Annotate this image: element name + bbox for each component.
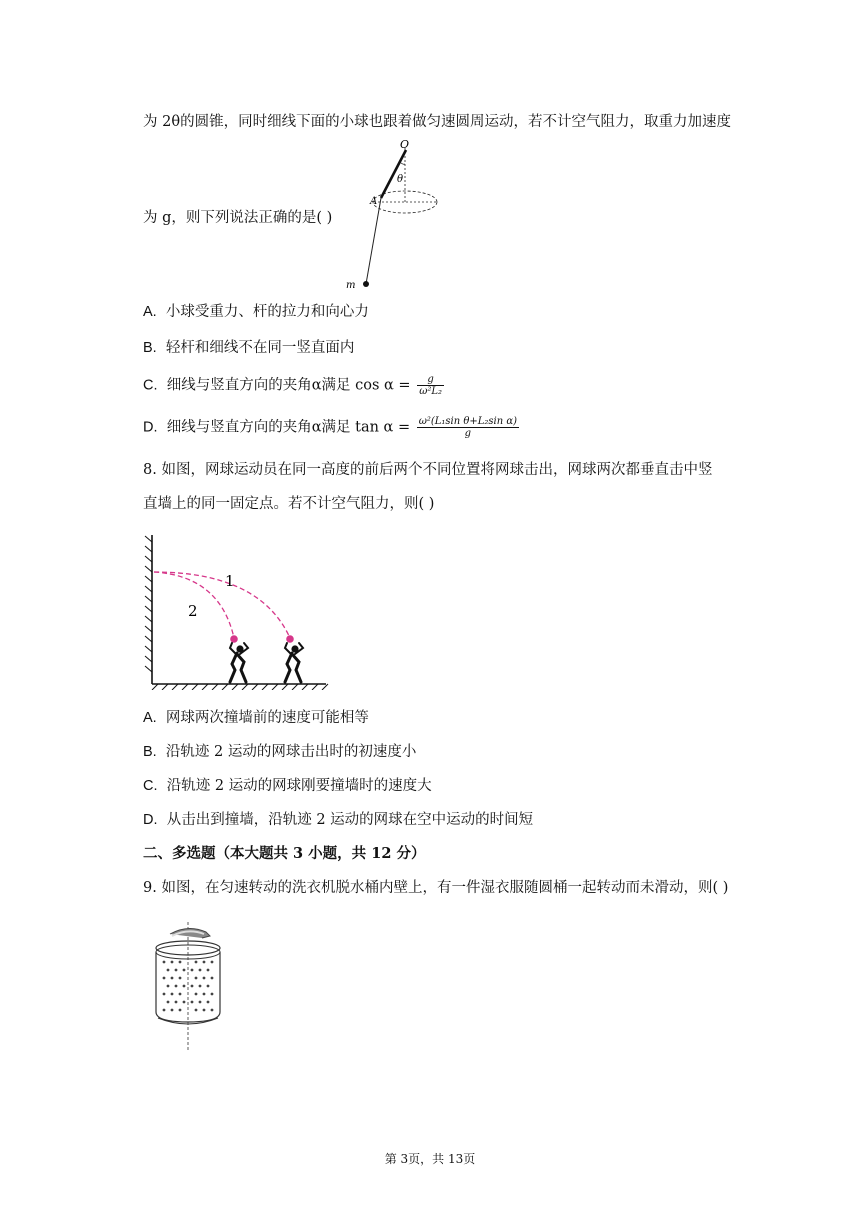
label-path-1: 1 bbox=[225, 572, 235, 590]
q7-option-d: D. 细线与竖直方向的夹角α满足 tan α = $\frac{\text{ω²(L₁sin θ+L₂sin α)}}{g}$ bbox=[143, 416, 518, 439]
label-O: O bbox=[400, 138, 410, 151]
q7-option-b: B. 轻杆和细线不在同一竖直面内 bbox=[143, 340, 355, 356]
fraction-d: $\frac{\text{ω²(L₁sin θ+L₂sin α)}}{g}$ bbox=[418, 416, 518, 439]
q7-option-c: C. 细线与竖直方向的夹角α满足 cos α = $\frac{g}{\text{ω²L₂}}$ bbox=[143, 374, 442, 397]
q8-option-a: A. 网球两次撞墙前的速度可能相等 bbox=[143, 710, 369, 726]
label-m: m bbox=[346, 280, 356, 288]
player-near-icon bbox=[230, 643, 248, 682]
ball-1 bbox=[286, 635, 294, 643]
ball-2 bbox=[230, 635, 238, 643]
q9-figure-washer-drum bbox=[148, 922, 238, 1052]
trajectory-1 bbox=[154, 572, 290, 638]
section-heading-multiple-choice: 二、多选题（本大题共 3 小题，共 12 分） bbox=[143, 845, 426, 862]
label-path-2: 2 bbox=[188, 602, 198, 620]
page-footer: 第 3页，共 13页 bbox=[384, 1152, 476, 1166]
q7-option-a: A. 小球受重力、杆的拉力和向心力 bbox=[143, 304, 369, 320]
q8-stem-line2: 直墙上的同一固定点。若不计空气阻力，则( ) bbox=[143, 496, 435, 512]
player-far-icon bbox=[285, 643, 303, 682]
q8-figure-tennis-wall bbox=[140, 530, 330, 690]
q8-option-d: D. 从击出到撞墙，沿轨迹 2 运动的网球在空中运动的时间短 bbox=[143, 812, 534, 828]
q8-stem-line1: 8. 如图，网球运动员在同一高度的前后两个不同位置将网球击出，网球两次都垂直击中竖 bbox=[143, 462, 713, 478]
fraction-c: $\frac{g}{\text{ω²L₂}}$ bbox=[419, 374, 442, 397]
q9-stem-line1: 9. 如图，在匀速转动的洗衣机脱水桶内壁上，有一件湿衣服随圆桶一起转动而未滑动，则( ) bbox=[143, 880, 729, 896]
label-A: A bbox=[370, 196, 378, 207]
q7-figure-cone-pendulum bbox=[340, 138, 450, 288]
q7-stem-line2: 为 g，则下列说法正确的是( ) bbox=[143, 210, 333, 226]
label-theta: θ bbox=[397, 174, 404, 185]
q8-option-c: C. 沿轨迹 2 运动的网球刚要撞墙时的速度大 bbox=[143, 778, 432, 794]
q8-option-b: B. 沿轨迹 2 运动的网球击出时的初速度小 bbox=[143, 744, 417, 760]
q7-stem-line1: 为 2θ的圆锥，同时细线下面的小球也跟着做匀速圆周运动，若不计空气阻力，取重力加速度 bbox=[143, 114, 732, 130]
